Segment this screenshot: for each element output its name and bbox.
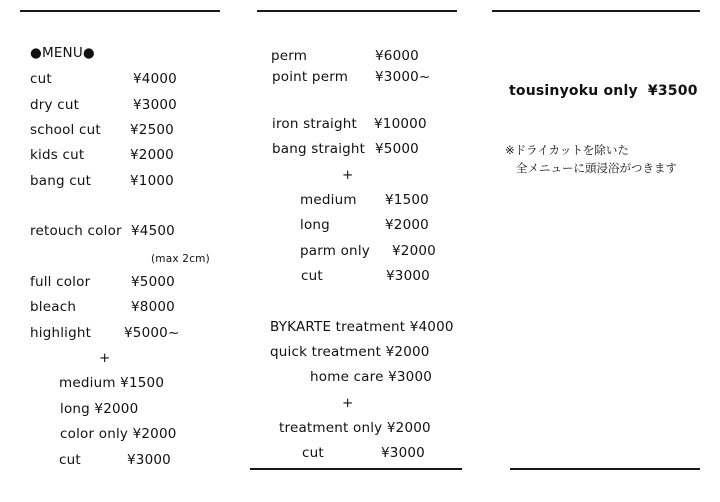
addon-color-only: color only ¥2000 <box>60 426 177 442</box>
addon-parm-only-label: parm only <box>300 243 370 259</box>
addon-medium-label: medium <box>300 192 357 208</box>
item-home-care: home care ¥3000 <box>310 369 433 385</box>
item-kids-cut-label: kids cut <box>30 147 85 163</box>
item-cut-label: cut <box>30 71 52 87</box>
plus-sign: + <box>342 395 354 411</box>
item-perm-price: ¥6000 <box>375 48 419 64</box>
item-bykarte-treatment: BYKARTE treatment ¥4000 <box>270 319 454 335</box>
addon-medium: medium ¥1500 <box>59 375 165 391</box>
top-rule-right <box>492 10 700 12</box>
item-bang-cut-label: bang cut <box>30 173 92 189</box>
addon-long-price: ¥2000 <box>385 217 429 233</box>
bottom-rule-middle <box>250 468 462 470</box>
item-bleach-price: ¥8000 <box>131 299 175 315</box>
addon-cut-price: ¥3000 <box>127 452 171 468</box>
note-line-2: 全メニューに頭浸浴がつきます <box>516 161 677 175</box>
top-rule-left <box>20 10 220 12</box>
plus-sign: + <box>342 167 354 183</box>
addon-parm-only-price: ¥2000 <box>392 243 436 259</box>
bottom-rule-right <box>510 468 700 470</box>
item-bang-straight-price: ¥5000 <box>375 141 419 157</box>
item-full-color-price: ¥5000 <box>131 274 175 290</box>
item-bleach-label: bleach <box>30 299 77 315</box>
addon-cut-price-2: ¥3000 <box>381 445 425 461</box>
item-highlight-price: ¥5000~ <box>124 325 180 341</box>
item-bang-straight-label: bang straight <box>272 141 366 157</box>
item-school-cut-label: school cut <box>30 122 101 138</box>
item-cut-price: ¥4000 <box>133 71 177 87</box>
note-line-1: ※ドライカットを除いた <box>505 143 629 157</box>
addon-cut-label: cut <box>301 268 323 284</box>
item-dry-cut-label: dry cut <box>30 97 80 113</box>
item-iron-straight-price: ¥10000 <box>374 116 427 132</box>
addon-cut-price: ¥3000 <box>386 268 430 284</box>
item-quick-treatment: quick treatment ¥2000 <box>270 344 430 360</box>
top-rule-middle <box>257 10 457 12</box>
item-retouch-color-price: ¥4500 <box>131 223 175 239</box>
addon-treatment-only: treatment only ¥2000 <box>279 420 431 436</box>
addon-cut-label: cut <box>59 452 81 468</box>
addon-cut-label-2: cut <box>302 445 324 461</box>
item-dry-cut-price: ¥3000 <box>133 97 177 113</box>
item-tousinyoku: tousinyoku only ¥3500 <box>509 83 698 99</box>
addon-long: long ¥2000 <box>60 401 139 417</box>
item-retouch-color-label: retouch color <box>30 223 122 239</box>
item-point-perm-label: point perm <box>272 69 349 85</box>
item-point-perm-price: ¥3000~ <box>375 69 431 85</box>
menu-title: ●MENU● <box>30 45 95 61</box>
item-school-cut-price: ¥2500 <box>130 122 174 138</box>
item-bang-cut-price: ¥1000 <box>130 173 174 189</box>
retouch-note: (max 2cm) <box>151 253 210 265</box>
item-highlight-label: highlight <box>30 325 92 341</box>
item-kids-cut-price: ¥2000 <box>130 147 174 163</box>
item-iron-straight-label: iron straight <box>272 116 358 132</box>
item-full-color-label: full color <box>30 274 91 290</box>
item-perm-label: perm <box>271 48 308 64</box>
addon-medium-price: ¥1500 <box>385 192 429 208</box>
plus-sign: + <box>99 350 111 366</box>
addon-long-label: long <box>300 217 330 233</box>
